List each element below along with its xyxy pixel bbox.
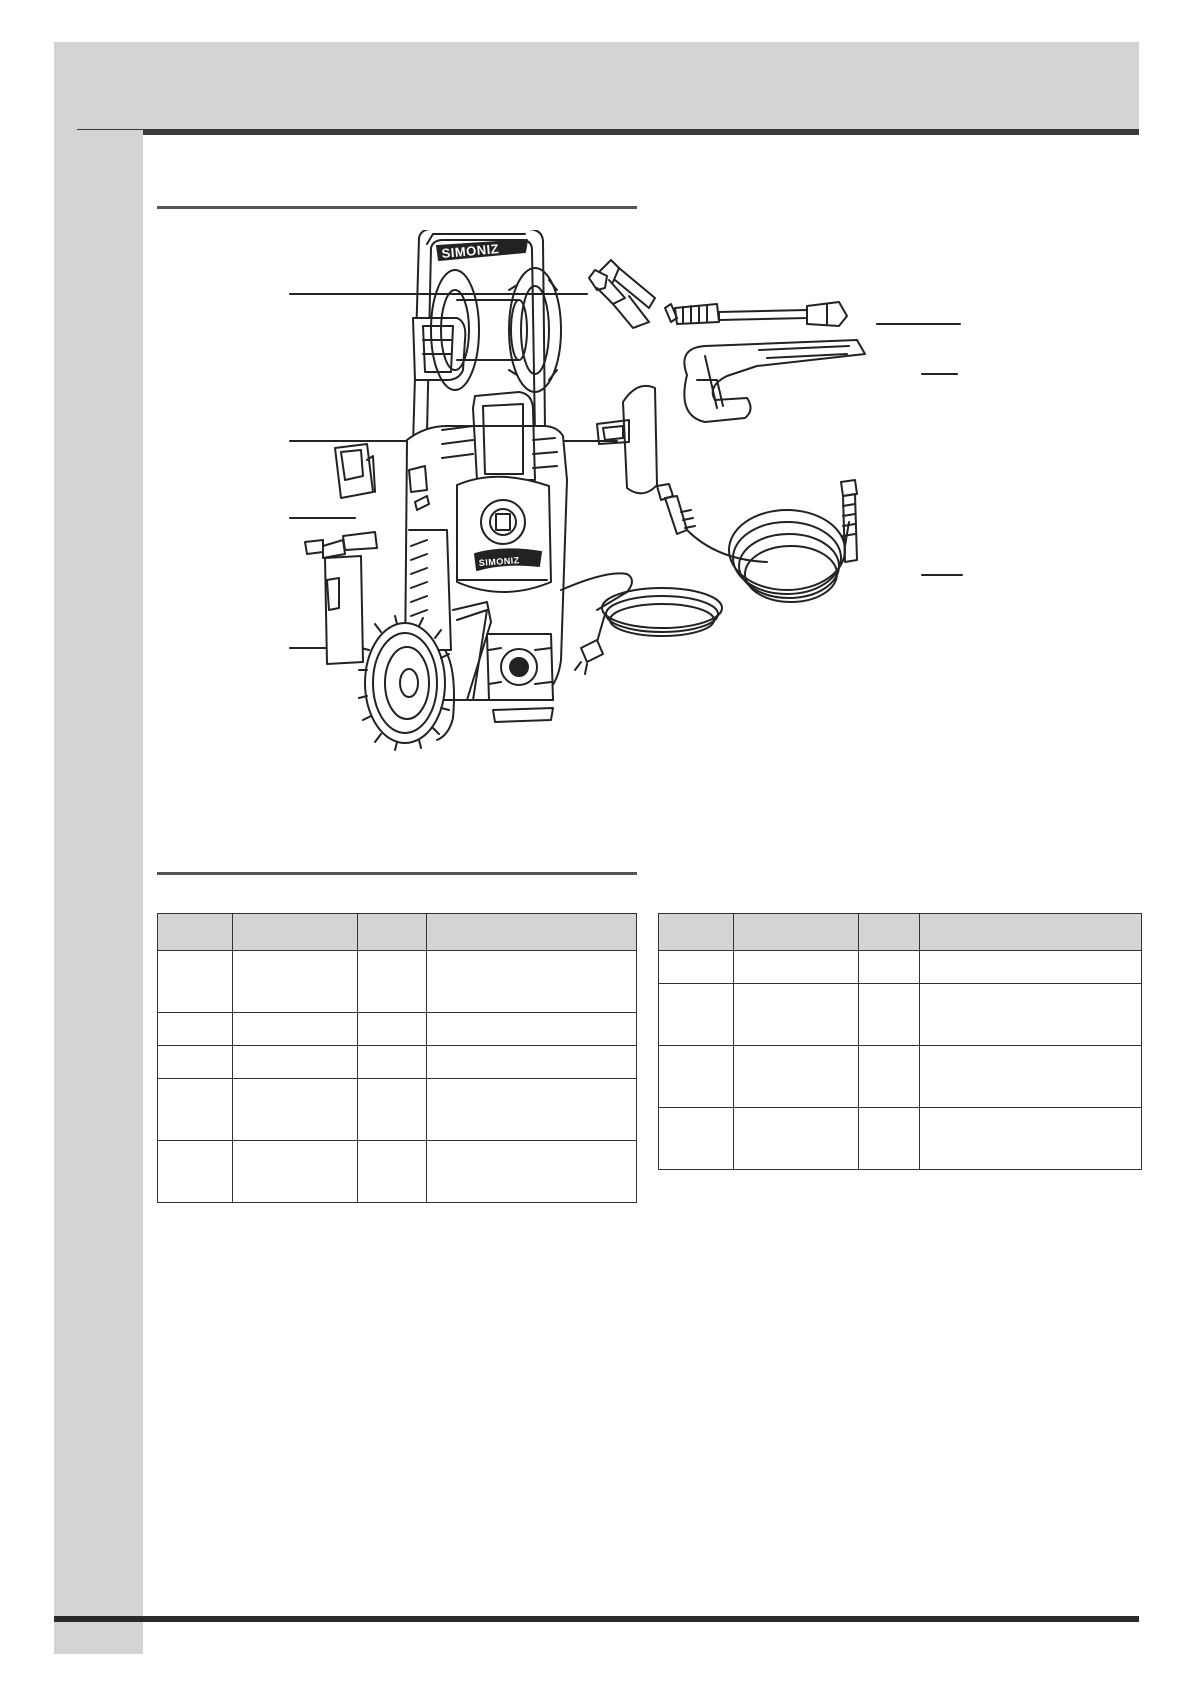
table-cell	[357, 1046, 427, 1079]
table-row	[659, 951, 1142, 984]
table-cell	[858, 1108, 920, 1170]
table-header-cell	[659, 914, 734, 951]
table-cell	[232, 1046, 357, 1079]
table-header-row	[158, 914, 637, 951]
table-cell	[858, 1046, 920, 1108]
table-header-cell	[733, 914, 858, 951]
table-cell	[659, 984, 734, 1046]
table-cell	[357, 1079, 427, 1141]
table-header-cell	[920, 914, 1142, 951]
table-header-cell	[357, 914, 427, 951]
table-cell	[232, 1141, 357, 1203]
header-rule	[77, 129, 1139, 135]
table-cell	[158, 1013, 233, 1046]
table-row	[158, 951, 637, 1013]
table-cell	[427, 1079, 637, 1141]
table-cell	[427, 1141, 637, 1203]
detergent-bottle	[305, 532, 377, 664]
header-band	[54, 42, 1139, 130]
table-header-cell	[232, 914, 357, 951]
table-row	[659, 984, 1142, 1046]
table-header-cell	[858, 914, 920, 951]
parts-table-right	[658, 913, 1142, 1170]
footer-rule	[54, 1616, 1139, 1622]
table-cell	[427, 951, 637, 1013]
section-divider-bottom	[157, 872, 637, 875]
nozzle-holder	[335, 444, 375, 498]
table-row	[158, 1141, 637, 1203]
spray-lance	[665, 302, 847, 326]
section-divider-top	[157, 206, 637, 209]
table-row	[158, 1013, 637, 1046]
table-header-cell	[158, 914, 233, 951]
table-cell	[659, 1108, 734, 1170]
side-band	[54, 130, 143, 1654]
trigger-gun	[684, 340, 865, 422]
power-cord	[561, 573, 722, 674]
table-cell	[733, 951, 858, 984]
table-cell	[232, 951, 357, 1013]
table-cell	[158, 1079, 233, 1141]
table-header-row	[659, 914, 1142, 951]
table-cell	[357, 1141, 427, 1203]
table-header-cell	[427, 914, 637, 951]
table-cell	[659, 1046, 734, 1108]
table-cell	[920, 1046, 1142, 1108]
table-cell	[733, 984, 858, 1046]
parts-table-left	[157, 913, 637, 1203]
high-pressure-hose	[657, 480, 857, 602]
pressure-washer-illustration	[157, 230, 987, 820]
table-cell	[858, 984, 920, 1046]
table-row	[659, 1046, 1142, 1108]
table-cell	[357, 951, 427, 1013]
table-cell	[733, 1046, 858, 1108]
body-brand-text: SIMONIZ	[478, 555, 521, 568]
table-cell	[158, 951, 233, 1013]
table-cell	[920, 951, 1142, 984]
product-diagram	[157, 230, 987, 820]
table-row	[158, 1079, 637, 1141]
table-row	[158, 1046, 637, 1079]
table-row	[659, 1108, 1142, 1170]
table-cell	[920, 984, 1142, 1046]
table-cell	[858, 951, 920, 984]
table-cell	[158, 1141, 233, 1203]
reel-crank-part	[589, 260, 655, 328]
table-cell	[158, 1046, 233, 1079]
table-cell	[427, 1046, 637, 1079]
table-cell	[232, 1079, 357, 1141]
table-cell	[357, 1013, 427, 1046]
brand-logo-text: SIMONIZ	[440, 241, 500, 261]
table-cell	[232, 1013, 357, 1046]
table-cell	[920, 1108, 1142, 1170]
table-cell	[733, 1108, 858, 1170]
table-cell	[659, 951, 734, 984]
hose-hook-part	[597, 386, 657, 493]
table-cell	[427, 1013, 637, 1046]
